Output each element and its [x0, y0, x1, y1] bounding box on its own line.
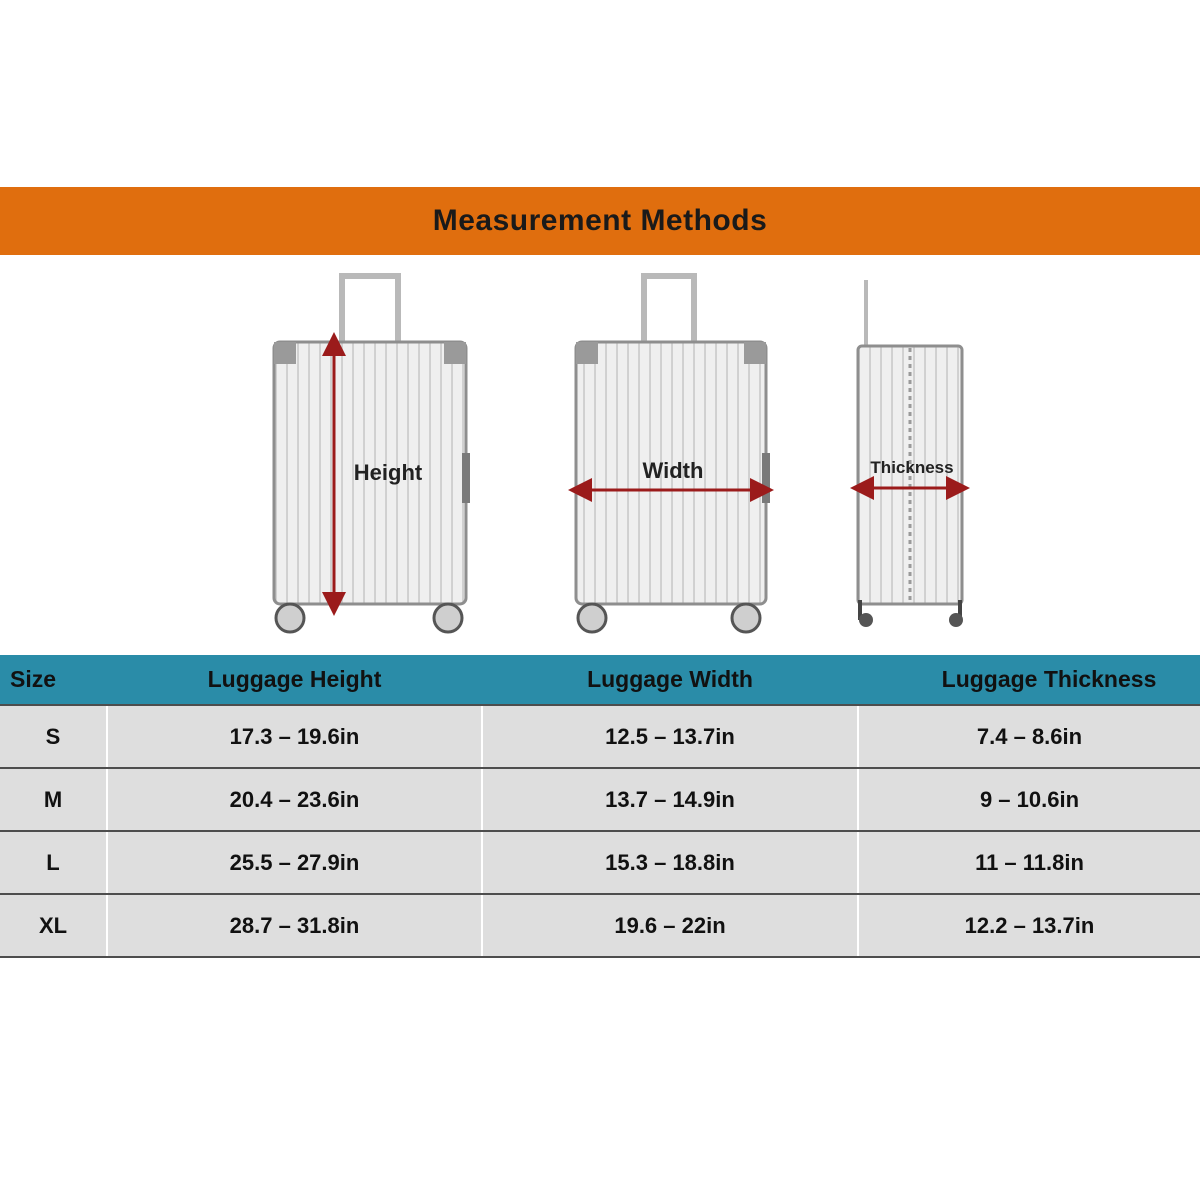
- table-row: [0, 830, 1200, 893]
- table-row: [0, 893, 1200, 958]
- suitcase-diagram: [0, 258, 1200, 653]
- thickness-cell: 12.2 – 13.7in: [859, 895, 1200, 956]
- thickness-cell: 9 – 10.6in: [859, 769, 1200, 830]
- table-row: [0, 704, 1200, 767]
- table-row: [0, 767, 1200, 830]
- size-cell: L: [0, 832, 106, 893]
- width-cell: 12.5 – 13.7in: [483, 706, 857, 767]
- banner-title: Measurement Methods: [432, 204, 768, 237]
- width-cell: 19.6 – 22in: [483, 895, 857, 956]
- width-label: Width: [642, 458, 704, 483]
- height-cell: 25.5 – 27.9in: [108, 832, 481, 893]
- suitcase-side-thickness: [856, 280, 964, 627]
- thickness-cell: 11 – 11.8in: [859, 832, 1200, 893]
- height-cell: 17.3 – 19.6in: [108, 706, 481, 767]
- header-width: Luggage Width: [587, 666, 753, 692]
- header-size: Size: [10, 666, 57, 692]
- header-thickness: Luggage Thickness: [941, 666, 1157, 692]
- size-cell: XL: [0, 895, 106, 956]
- suitcase-front-height: [274, 276, 470, 632]
- header-banner: [0, 187, 1200, 255]
- width-cell: 15.3 – 18.8in: [483, 832, 857, 893]
- size-cell: S: [0, 706, 106, 767]
- thickness-cell: 7.4 – 8.6in: [859, 706, 1200, 767]
- suitcase-front-width: [574, 276, 770, 632]
- height-label: Height: [353, 460, 423, 485]
- size-table: [0, 655, 1200, 958]
- height-cell: 28.7 – 31.8in: [108, 895, 481, 956]
- measurement-figure: [0, 258, 1200, 653]
- height-cell: 20.4 – 23.6in: [108, 769, 481, 830]
- header-height: Luggage Height: [207, 666, 382, 692]
- thickness-label: Thickness: [870, 458, 954, 477]
- table-header-row: [0, 655, 1200, 704]
- width-cell: 13.7 – 14.9in: [483, 769, 857, 830]
- size-cell: M: [0, 769, 106, 830]
